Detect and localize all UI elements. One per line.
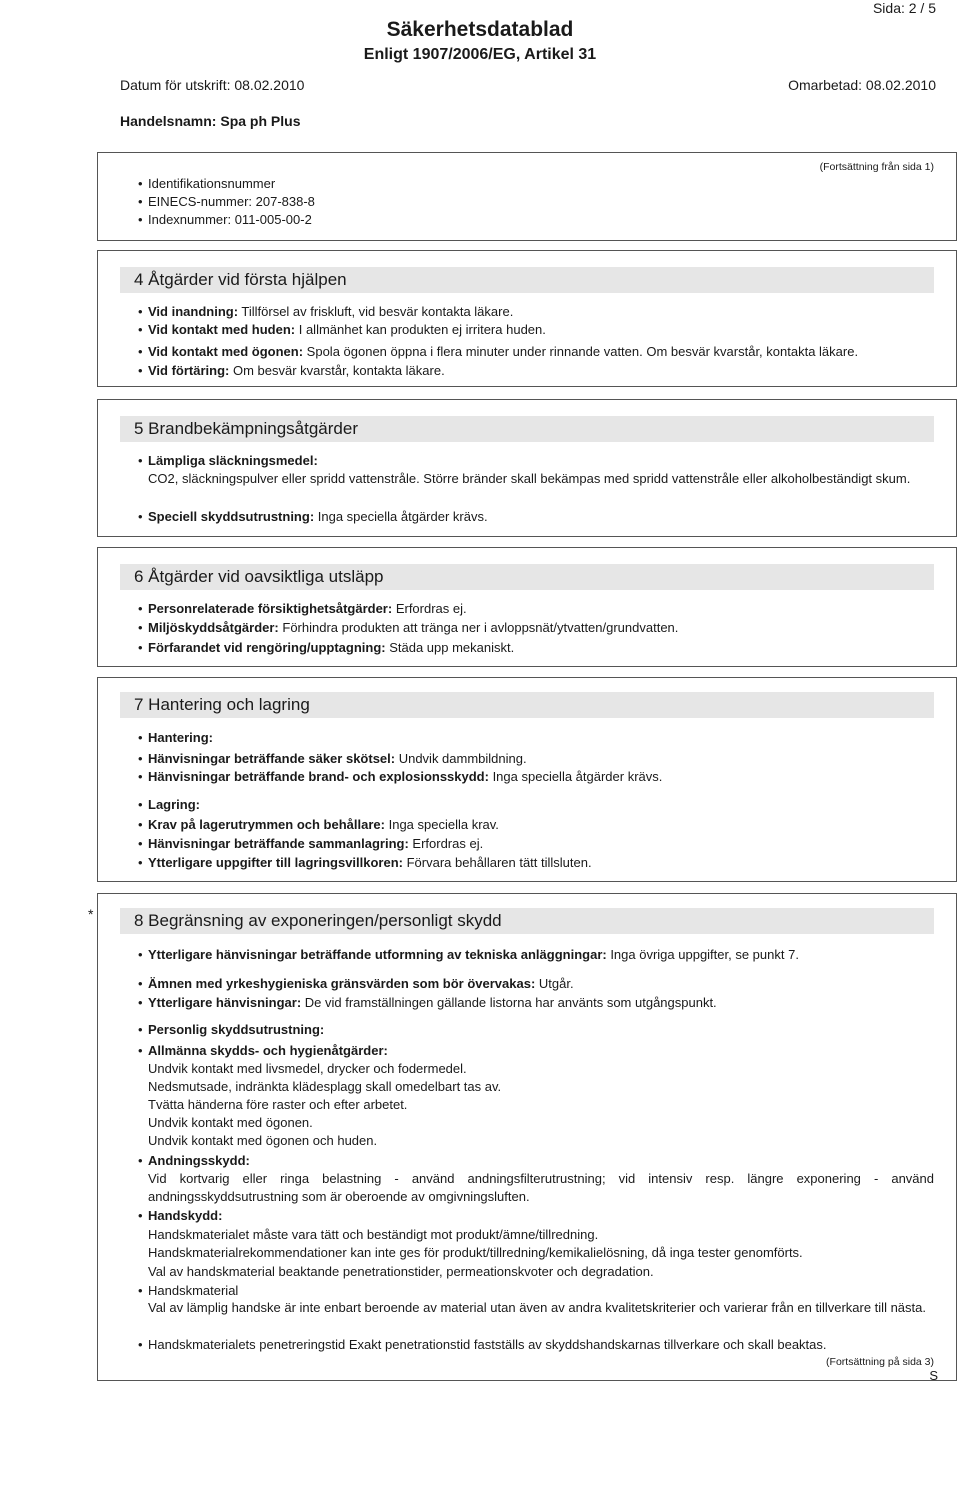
revised-date: Omarbetad: 08.02.2010: [788, 77, 936, 93]
item-text: Vid kortvarig eller ringa belastning - använd andningsfilterutrustning; vid intensiv resp. längre exponering - använd andningsskyddsutrustning som är oberoende av omgivningsluften.: [148, 1171, 934, 1204]
list-item: • Vid kontakt med ögonen: Spola ögonen öppna i flera minuter under rinnande vatten. Om besvär kvarstår, kontakta läkare.: [138, 343, 934, 361]
list-item: • Hantering:: [138, 729, 934, 747]
document-title: Säkerhetsdatablad: [386, 18, 574, 41]
list-item: • Ytterligare uppgifter till lagringsvillkoren: Förvara behållaren tätt tillsluten.: [138, 854, 934, 872]
item-text: Val av lämplig handske är inte enbart beroende av material utan även av andra kvalitetskriterier och varierar från en tillverkare till nästa.: [148, 1300, 926, 1315]
list-item: • Vid inandning: Tillförsel av friskluft, vid besvär kontakta läkare.: [138, 303, 934, 321]
list-item: • Ämnen med yrkeshygieniska gränsvärden som bör övervakas: Utgår.: [138, 975, 934, 993]
section-8: [97, 893, 957, 1381]
list-item: • Vid kontakt med huden: I allmänhet kan produkten ej irritera huden.: [138, 321, 934, 339]
section-heading: 6 Åtgärder vid oavsiktliga utsläpp: [120, 564, 934, 590]
continued-from-note: (Fortsättning från sida 1): [819, 161, 934, 173]
ident-heading: • Identifikationsnummer: [138, 175, 934, 193]
list-item: • Lämpliga släckningsmedel:: [138, 452, 934, 470]
list-item: • Speciell skyddsutrustning: Inga speciella åtgärder krävs.: [138, 508, 934, 526]
list-item: • Lagring:: [138, 796, 934, 814]
item-text: Tvätta händerna före raster och efter arbetet.: [148, 1097, 408, 1112]
item-text: Undvik kontakt med ögonen och huden.: [148, 1133, 378, 1148]
identification-box: [97, 152, 957, 241]
list-item: • Allmänna skydds- och hygienåtgärder:: [138, 1042, 934, 1060]
list-item: • Hänvisningar beträffande sammanlagring: Erfordras ej.: [138, 835, 934, 853]
item-text: Handskmaterialet måste vara tätt och beständigt mot produkt/ämne/tillredning.: [148, 1227, 599, 1242]
list-item: • Krav på lagerutrymmen och behållare: Inga speciella krav.: [138, 816, 934, 834]
section-6: [97, 547, 957, 667]
section-7: [97, 677, 957, 882]
list-item: • Hänvisningar beträffande säker skötsel: Undvik dammbildning.: [138, 750, 934, 768]
item-text: Handskmaterialrekommendationer kan inte ges för produkt/tillredning/kemikalielösning, då inga tester genomförts.: [148, 1245, 803, 1260]
list-item: • Handskmaterial: [138, 1282, 934, 1300]
list-item: • Ytterligare hänvisningar beträffande utformning av tekniska anläggningar: Inga övriga uppgifter, se punkt 7.: [138, 946, 934, 964]
document-subtitle: Enligt 1907/2006/EG, Artikel 31: [363, 46, 597, 63]
list-item: • Ytterligare hänvisningar: De vid framställningen gällande listorna har använts som utgångspunkt.: [138, 994, 934, 1012]
section-heading: 4 Åtgärder vid första hjälpen: [120, 267, 934, 293]
list-item: • Hänvisningar beträffande brand- och explosionsskydd: Inga speciella åtgärder krävs.: [138, 768, 934, 786]
item-text: Val av handskmaterial beaktande penetrationstider, permeationskvoter och degradation.: [148, 1264, 654, 1279]
language-flag: S: [929, 1368, 938, 1383]
continued-on-note: (Fortsättning på sida 3): [826, 1356, 934, 1368]
list-item: • Handskydd:: [138, 1207, 934, 1225]
list-item: • Vid förtäring: Om besvär kvarstår, kontakta läkare.: [138, 362, 934, 380]
revision-marker: *: [88, 906, 94, 922]
section-heading: 7 Hantering och lagring: [120, 692, 934, 718]
trade-name: Handelsnamn: Spa ph Plus: [120, 113, 301, 129]
einecs-number: • EINECS-nummer: 207-838-8: [138, 193, 934, 211]
list-item: • Förfarandet vid rengöring/upptagning: Städa upp mekaniskt.: [138, 639, 934, 657]
list-item: • Miljöskyddsåtgärder: Förhindra produkten att tränga ner i avloppsnät/ytvatten/grundvatten.: [138, 619, 934, 637]
list-item: • Handskmaterialets penetreringstid Exakt penetrationstid fastställs av skyddshandskarnas tillverkare och skall beaktas.: [138, 1336, 934, 1354]
item-text: CO2, släckningspulver eller spridd vattenstråle. Större bränder skall bekämpas med spridd vattenstråle eller alkoholbeständigt skum.: [148, 471, 911, 486]
index-number: • Indexnummer: 011-005-00-2: [138, 211, 934, 229]
page-number: Sida: 2 / 5: [872, 0, 936, 16]
section-4: [97, 250, 957, 387]
list-item: • Andningsskydd:: [138, 1152, 934, 1170]
list-item: • Personrelaterade försiktighetsåtgärder: Erfordras ej.: [138, 600, 934, 618]
item-text: Nedsmutsade, indränkta klädesplagg skall omedelbart tas av.: [148, 1079, 502, 1094]
section-heading: 5 Brandbekämpningsåtgärder: [120, 416, 934, 442]
print-date: Datum för utskrift: 08.02.2010: [120, 77, 305, 93]
item-text: Undvik kontakt med ögonen.: [148, 1115, 313, 1130]
section-5: [97, 399, 957, 537]
list-item: • Personlig skyddsutrustning:: [138, 1021, 934, 1039]
section-heading: 8 Begränsning av exponeringen/personligt skydd: [120, 908, 934, 934]
item-text: Undvik kontakt med livsmedel, drycker och fodermedel.: [148, 1061, 467, 1076]
